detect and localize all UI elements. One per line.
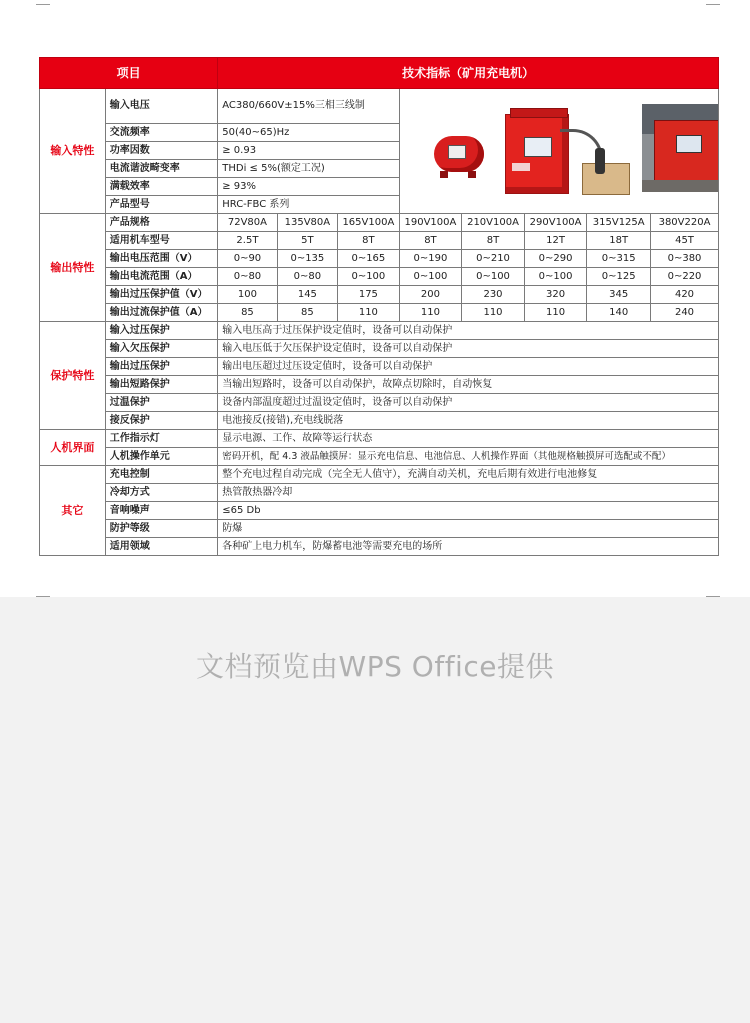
table-row — [40, 394, 719, 412]
table-row — [40, 250, 719, 268]
table-cell: 12T — [524, 232, 587, 250]
table-cell: 0~290 — [524, 250, 587, 268]
table-row — [40, 304, 719, 322]
row-label: 输出电压范围（V） — [105, 250, 217, 268]
product-image-drum — [428, 132, 488, 180]
spec-cell: 290V100A — [524, 214, 587, 232]
table-row — [40, 412, 719, 430]
table-cell: 240 — [651, 304, 719, 322]
spec-cell: 380V220A — [651, 214, 719, 232]
row-value: THDi ≤ 5%(额定工况) — [218, 160, 399, 178]
row-value: ≥ 93% — [218, 178, 399, 196]
row-value: 整个充电过程自动完成（完全无人值守），充满自动关机，充电后期有效进行电池修复 — [218, 466, 719, 484]
row-value: HRC-FBC 系列 — [218, 196, 399, 214]
row-label: 输出过压保护值（V） — [105, 286, 217, 304]
table-row — [40, 430, 719, 448]
table-cell: 0~125 — [587, 268, 651, 286]
product-photos — [399, 89, 718, 214]
table-cell: 320 — [524, 286, 587, 304]
table-row — [40, 322, 719, 340]
table-cell: 8T — [338, 232, 400, 250]
table-row — [40, 466, 719, 484]
table-cell: 8T — [399, 232, 462, 250]
row-label: 产品型号 — [105, 196, 217, 214]
table-cell: 110 — [399, 304, 462, 322]
table-cell: 0~100 — [462, 268, 525, 286]
table-row — [40, 268, 719, 286]
header-item: 项目 — [40, 58, 218, 89]
row-label: 防护等级 — [105, 520, 217, 538]
table-cell: 345 — [587, 286, 651, 304]
section-output: 输出特性 — [40, 214, 106, 322]
table-row — [40, 448, 719, 466]
row-label: 交流频率 — [105, 124, 217, 142]
table-row — [40, 340, 719, 358]
table-row — [40, 214, 719, 232]
row-value: 当输出短路时，设备可以自动保护，故障点切除时，自动恢复 — [218, 376, 719, 394]
table-row — [40, 502, 719, 520]
table-row — [40, 232, 719, 250]
table-cell: 0~100 — [399, 268, 462, 286]
row-label: 充电控制 — [105, 466, 217, 484]
row-label: 适用领域 — [105, 538, 217, 556]
table-cell: 100 — [218, 286, 277, 304]
row-label: 输入电压 — [105, 89, 217, 124]
row-label: 产品规格 — [105, 214, 217, 232]
crop-mark — [706, 4, 720, 5]
row-label: 满载效率 — [105, 178, 217, 196]
table-cell: 110 — [524, 304, 587, 322]
spec-cell: 315V125A — [587, 214, 651, 232]
row-label: 输入过压保护 — [105, 322, 217, 340]
row-value: 50(40~65)Hz — [218, 124, 399, 142]
table-cell: 420 — [651, 286, 719, 304]
row-label: 输入欠压保护 — [105, 340, 217, 358]
crop-mark — [36, 4, 50, 5]
table-cell: 0~380 — [651, 250, 719, 268]
row-label: 音响噪声 — [105, 502, 217, 520]
row-label: 电流谐波畸变率 — [105, 160, 217, 178]
table-cell: 0~315 — [587, 250, 651, 268]
row-label: 过温保护 — [105, 394, 217, 412]
row-value: 显示电源、工作、故障等运行状态 — [218, 430, 719, 448]
table-cell: 230 — [462, 286, 525, 304]
table-cell: 0~90 — [218, 250, 277, 268]
spec-cell: 190V100A — [399, 214, 462, 232]
table-cell: 85 — [218, 304, 277, 322]
table-row — [40, 520, 719, 538]
row-label: 输出电流范围（A） — [105, 268, 217, 286]
row-label: 输出短路保护 — [105, 376, 217, 394]
table-cell: 5T — [277, 232, 337, 250]
row-label: 接反保护 — [105, 412, 217, 430]
row-label: 输出过压保护 — [105, 358, 217, 376]
row-value: ≥ 0.93 — [218, 142, 399, 160]
row-value: 设备内部温度超过过温设定值时，设备可以自动保护 — [218, 394, 719, 412]
table-cell: 145 — [277, 286, 337, 304]
table-cell: 85 — [277, 304, 337, 322]
table-cell: 110 — [462, 304, 525, 322]
row-value: 各种矿上电力机车，防爆蓄电池等需要充电的场所 — [218, 538, 719, 556]
section-hmi: 人机界面 — [40, 430, 106, 466]
crop-mark — [36, 596, 50, 597]
row-value: 输入电压低于欠压保护设定值时，设备可以自动保护 — [218, 340, 719, 358]
row-value: ≤65 Db — [218, 502, 719, 520]
spec-cell: 135V80A — [277, 214, 337, 232]
row-label: 人机操作单元 — [105, 448, 217, 466]
row-value: AC380/660V±15%三相三线制 — [218, 89, 399, 124]
section-protect: 保护特性 — [40, 322, 106, 430]
wps-preview-notice: 文档预览由WPS Office提供 — [196, 650, 554, 683]
row-value: 密码开机，配 4.3 液晶触摸屏：显示充电信息、电池信息、人机操作界面（其他规格触摸屏可选配或不配） — [218, 448, 719, 466]
table-cell: 18T — [587, 232, 651, 250]
table-row — [40, 89, 719, 124]
table-cell: 175 — [338, 286, 400, 304]
table-cell: 2.5T — [218, 232, 277, 250]
table-cell: 0~100 — [524, 268, 587, 286]
product-image-photo — [642, 104, 719, 192]
table-row — [40, 376, 719, 394]
row-label: 工作指示灯 — [105, 430, 217, 448]
table-row — [40, 358, 719, 376]
spec-cell: 210V100A — [462, 214, 525, 232]
table-cell: 45T — [651, 232, 719, 250]
row-label: 输出过流保护值（A） — [105, 304, 217, 322]
table-cell: 0~100 — [338, 268, 400, 286]
table-cell: 200 — [399, 286, 462, 304]
row-label: 适用机车型号 — [105, 232, 217, 250]
table-cell: 0~80 — [218, 268, 277, 286]
spec-cell: 165V100A — [338, 214, 400, 232]
row-label: 功率因数 — [105, 142, 217, 160]
table-row — [40, 538, 719, 556]
table-cell: 140 — [587, 304, 651, 322]
header-row — [40, 58, 719, 89]
row-value: 输入电压高于过压保护设定值时，设备可以自动保护 — [218, 322, 719, 340]
header-spec: 技术指标（矿用充电机） — [218, 58, 719, 89]
section-input: 输入特性 — [40, 89, 106, 214]
table-cell: 0~80 — [277, 268, 337, 286]
spec-table — [39, 57, 719, 556]
table-cell: 0~220 — [651, 268, 719, 286]
section-other: 其它 — [40, 466, 106, 556]
spec-cell: 72V80A — [218, 214, 277, 232]
row-label: 冷却方式 — [105, 484, 217, 502]
product-image-box — [582, 163, 630, 195]
table-cell: 0~210 — [462, 250, 525, 268]
table-cell: 0~135 — [277, 250, 337, 268]
row-value: 输出电压超过过压设定值时，设备可以自动保护 — [218, 358, 719, 376]
table-cell: 0~190 — [399, 250, 462, 268]
table-row — [40, 286, 719, 304]
row-value: 热管散热器冷却 — [218, 484, 719, 502]
row-value: 电池接反(接错),充电线脱落 — [218, 412, 719, 430]
row-value: 防爆 — [218, 520, 719, 538]
table-cell: 110 — [338, 304, 400, 322]
table-cell: 0~165 — [338, 250, 400, 268]
table-cell: 8T — [462, 232, 525, 250]
crop-mark — [706, 596, 720, 597]
table-row — [40, 484, 719, 502]
